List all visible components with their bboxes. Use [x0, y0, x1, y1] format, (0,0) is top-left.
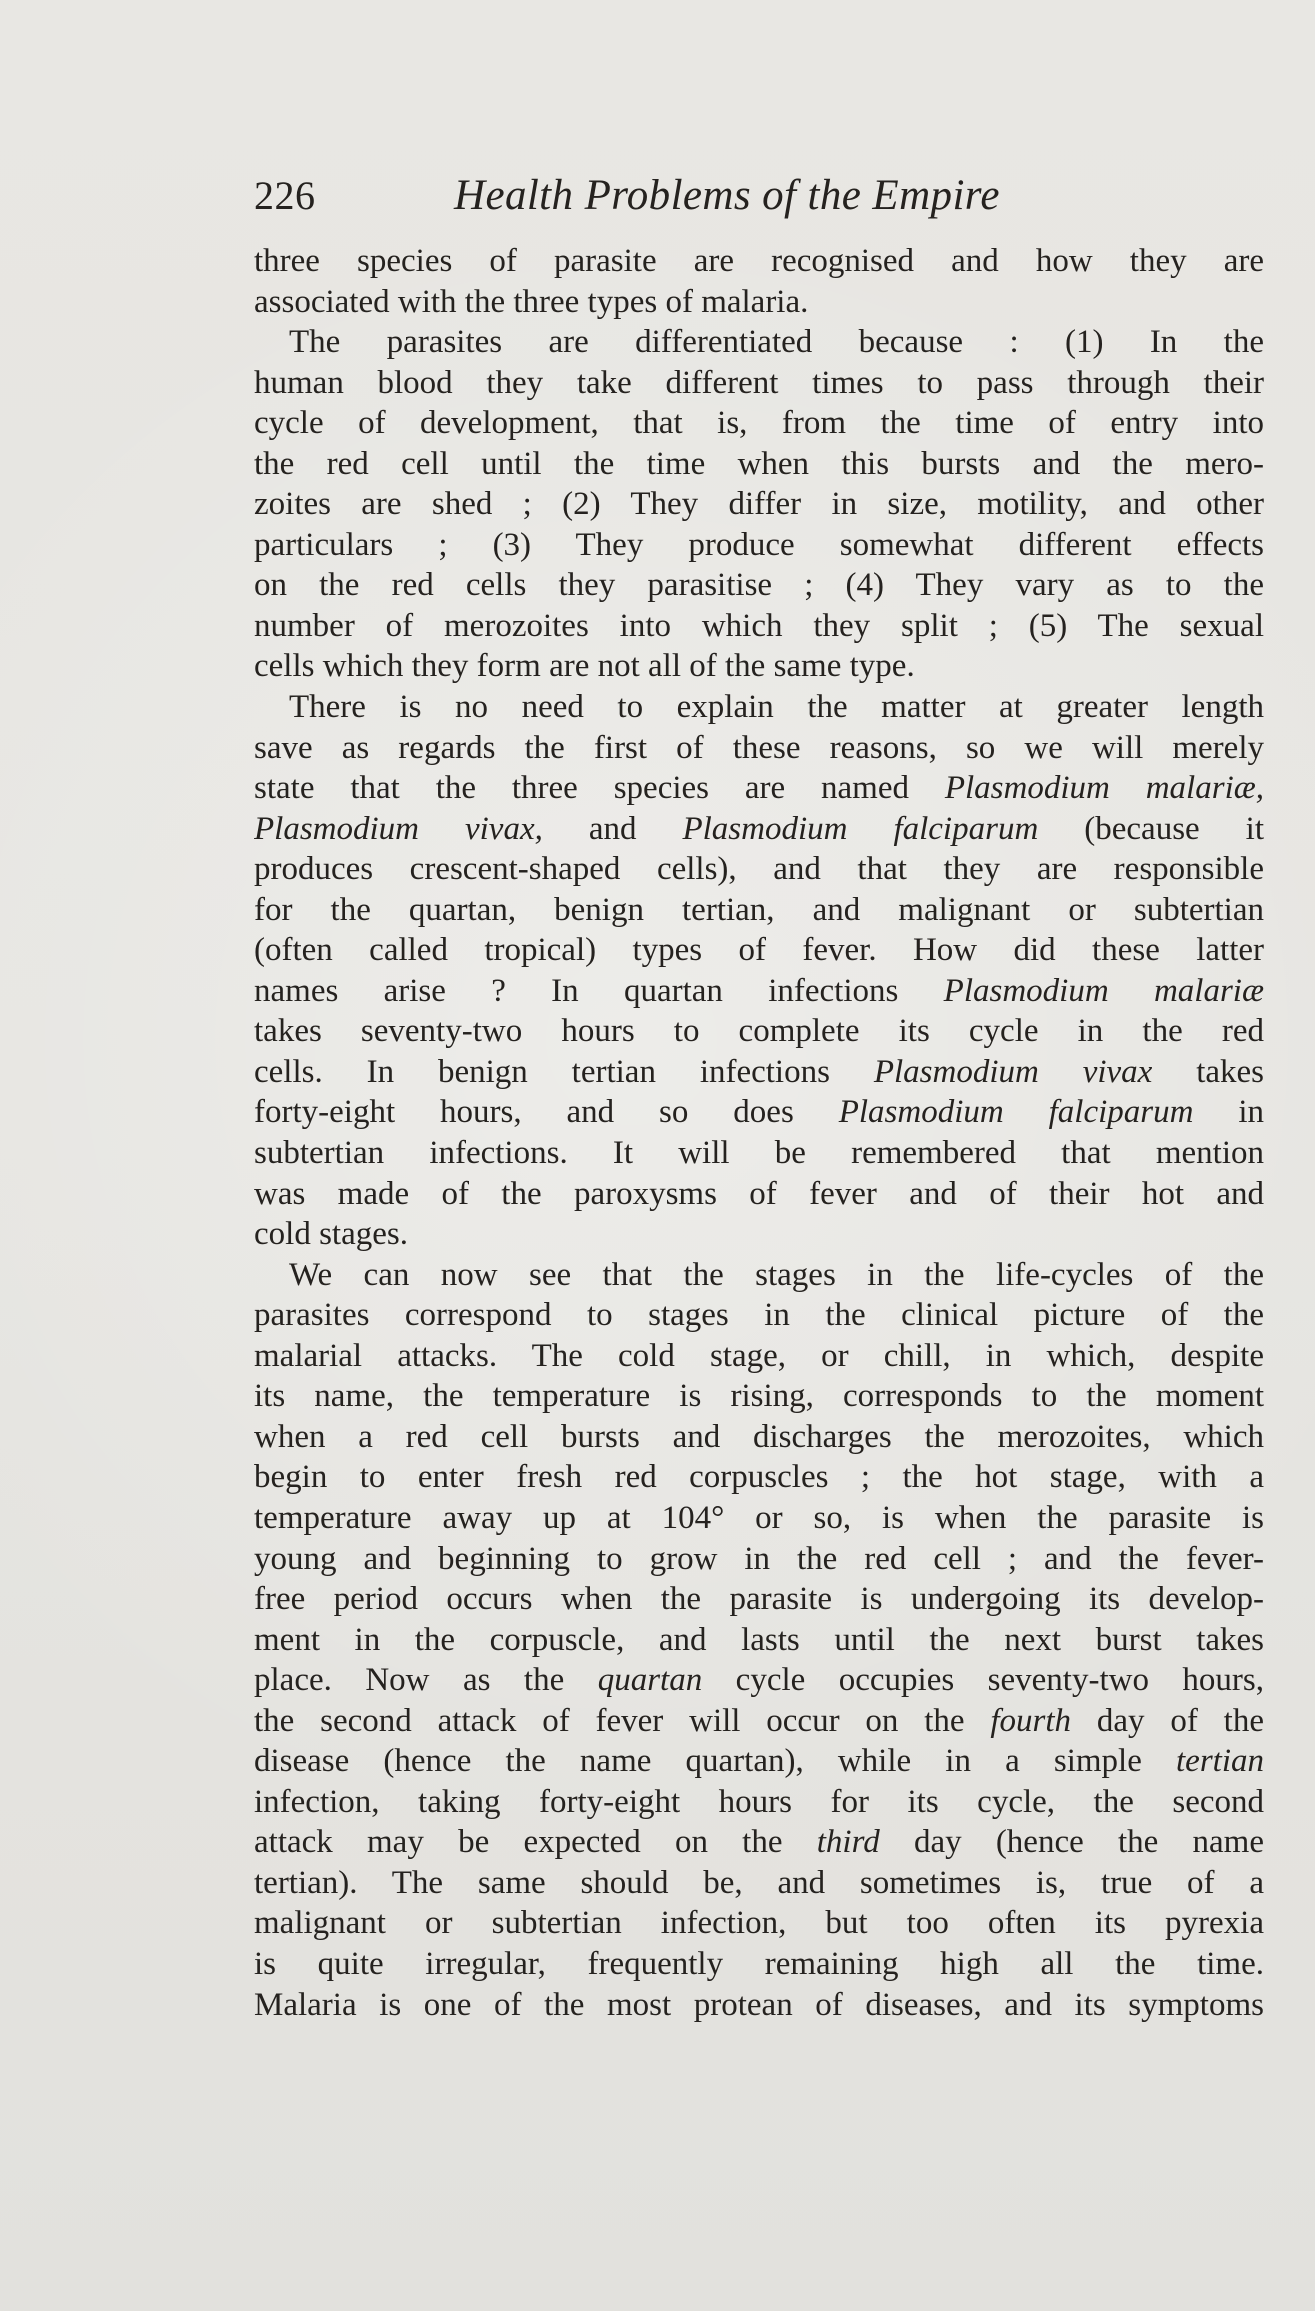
text-segment: tertian). The same should be, and sometimes is, true of a — [254, 1864, 1264, 1901]
text-segment: on the red cells they parasitise ; (4) They vary as to the — [254, 567, 1264, 604]
italic-text: Plasmodium vivax — [873, 1053, 1153, 1090]
italic-text: Plasmodium malariæ, — [944, 770, 1264, 807]
text-segment: when a red cell bursts and discharges the merozoites, which — [254, 1418, 1264, 1455]
text-line — [254, 1417, 1264, 1458]
text-line — [254, 1174, 1264, 1215]
text-line — [254, 728, 1264, 769]
text-segment: ment in the corpuscle, and lasts until the next burst takes — [254, 1621, 1264, 1658]
italic-text: Plasmodium malariæ — [943, 972, 1264, 1009]
text-segment: begin to enter fresh red corpuscles ; the hot stage, with a — [254, 1459, 1264, 1496]
text-line — [254, 1376, 1264, 1417]
text-line — [254, 322, 1264, 363]
text-segment: and — [542, 810, 683, 847]
text-segment: was made of the paroxysms of fever and of their hot and — [254, 1175, 1264, 1212]
text-segment: cells which they form are not all of the same type. — [254, 648, 915, 685]
text-line — [254, 525, 1264, 566]
text-segment: parasites correspond to stages in the clinical picture of the — [254, 1297, 1264, 1334]
text-line — [254, 241, 1264, 282]
text-line — [254, 1092, 1264, 1133]
text-segment: for the quartan, benign tertian, and malignant or subtertian — [254, 891, 1264, 928]
italic-text: third — [816, 1824, 880, 1861]
text-segment: produces crescent-shaped cells), and that they are responsible — [254, 851, 1264, 888]
text-segment: takes seventy-two hours to complete its cycle in the red — [254, 1013, 1264, 1050]
text-line — [254, 1579, 1264, 1620]
text-segment: place. Now as the — [254, 1662, 598, 1699]
text-line — [254, 1133, 1264, 1174]
text-line — [254, 1863, 1264, 1904]
text-line — [254, 565, 1264, 606]
text-segment: names arise ? In quartan infections — [254, 972, 944, 1009]
text-segment: save as regards the first of these reasons, so we will merely — [254, 729, 1264, 766]
text-line — [254, 1052, 1264, 1093]
text-line — [254, 930, 1264, 971]
text-segment: day of the — [1071, 1702, 1264, 1739]
text-line — [254, 809, 1264, 850]
italic-text: fourth — [990, 1702, 1072, 1739]
text-segment: state that the three species are named — [254, 770, 945, 807]
text-segment: day (hence the name — [879, 1824, 1264, 1861]
text-segment: (often called tropical) types of fever. How did these latter — [254, 932, 1264, 969]
text-segment: zoites are shed ; (2) They differ in size, motility, and other — [254, 486, 1264, 523]
text-segment: is quite irregular, frequently remaining high all the time. — [254, 1945, 1264, 1982]
text-segment: cycle of development, that is, from the time of entry into — [254, 405, 1264, 442]
text-line — [254, 1782, 1264, 1823]
text-segment: There is no need to explain the matter at greater length — [289, 689, 1264, 726]
italic-text: Plasmodium falciparum — [838, 1094, 1194, 1131]
text-segment: free period occurs when the parasite is undergoing its develop- — [254, 1581, 1264, 1618]
text-segment: attack may be expected on the — [254, 1824, 817, 1861]
text-segment: in — [1193, 1094, 1264, 1131]
text-segment: human blood they take different times to pass through their — [254, 364, 1264, 401]
text-segment: the second attack of fever will occur on the — [254, 1702, 991, 1739]
text-segment: malarial attacks. The cold stage, or chill, in which, despite — [254, 1337, 1264, 1374]
text-segment: disease (hence the name quartan), while in a simple — [254, 1743, 1176, 1780]
text-line — [254, 646, 1264, 687]
running-title: Health Problems of the Empire — [454, 172, 1000, 219]
text-line — [254, 1539, 1264, 1580]
text-line — [254, 1660, 1264, 1701]
text-segment: three species of parasite are recognised and how they are — [254, 243, 1264, 279]
text-segment: cycle occupies seventy-two hours, — [702, 1662, 1264, 1699]
text-line — [254, 1985, 1264, 2026]
text-line — [254, 444, 1264, 485]
italic-text: Plasmodium falciparum — [682, 810, 1039, 847]
page-number: 226 — [254, 173, 316, 218]
text-segment: forty-eight hours, and so does — [254, 1094, 839, 1131]
text-segment: particulars ; (3) They produce somewhat different effects — [254, 526, 1264, 563]
text-line — [254, 1822, 1264, 1863]
text-line — [254, 363, 1264, 404]
text-line — [254, 606, 1264, 647]
text-segment: temperature away up at 104° or so, is when the parasite is — [254, 1499, 1264, 1536]
text-line — [254, 403, 1264, 444]
text-line — [254, 768, 1264, 809]
text-line — [254, 1701, 1264, 1742]
text-line — [254, 849, 1264, 890]
text-line — [254, 1336, 1264, 1377]
text-segment: its name, the temperature is rising, corresponds to the moment — [254, 1378, 1264, 1415]
text-segment: takes — [1152, 1053, 1264, 1090]
text-segment: young and beginning to grow in the red cell ; and the fever- — [254, 1540, 1264, 1577]
text-line — [254, 1295, 1264, 1336]
text-segment: number of merozoites into which they split ; (5) The sexual — [254, 607, 1264, 644]
page-header — [254, 168, 1264, 228]
body-text — [254, 241, 1264, 2025]
text-line — [254, 484, 1264, 525]
text-segment: associated with the three types of malaria. — [254, 283, 809, 320]
text-line — [254, 687, 1264, 728]
text-line — [254, 1214, 1264, 1255]
text-segment: infection, taking forty-eight hours for its cycle, the second — [254, 1783, 1264, 1820]
italic-text: quartan — [597, 1662, 703, 1699]
text-segment: cold stages. — [254, 1216, 408, 1253]
text-line — [254, 890, 1264, 931]
text-segment: Malaria is one of the most protean of diseases, and its symptoms — [254, 1986, 1264, 2023]
text-line — [254, 1741, 1264, 1782]
italic-text: Plasmodium vivax, — [254, 810, 543, 847]
text-line — [254, 1498, 1264, 1539]
text-line — [254, 1255, 1264, 1296]
text-segment: The parasites are differentiated because : (1) In the — [289, 324, 1264, 361]
text-segment: the red cell until the time when this bursts and the mero- — [254, 445, 1264, 482]
text-line — [254, 282, 1264, 323]
text-segment: subtertian infections. It will be remembered that mention — [254, 1135, 1264, 1172]
text-segment: cells. In benign tertian infections — [254, 1053, 874, 1090]
text-segment: We can now see that the stages in the life-cycles of the — [289, 1256, 1264, 1293]
text-line — [254, 1457, 1264, 1498]
text-line — [254, 1903, 1264, 1944]
text-line — [254, 1011, 1264, 1052]
italic-text: tertian — [1176, 1743, 1264, 1780]
text-line — [254, 1620, 1264, 1661]
text-line — [254, 971, 1264, 1012]
text-line — [254, 1944, 1264, 1985]
text-segment: (because it — [1038, 810, 1264, 847]
text-segment: malignant or subtertian infection, but too often its pyrexia — [254, 1905, 1264, 1942]
